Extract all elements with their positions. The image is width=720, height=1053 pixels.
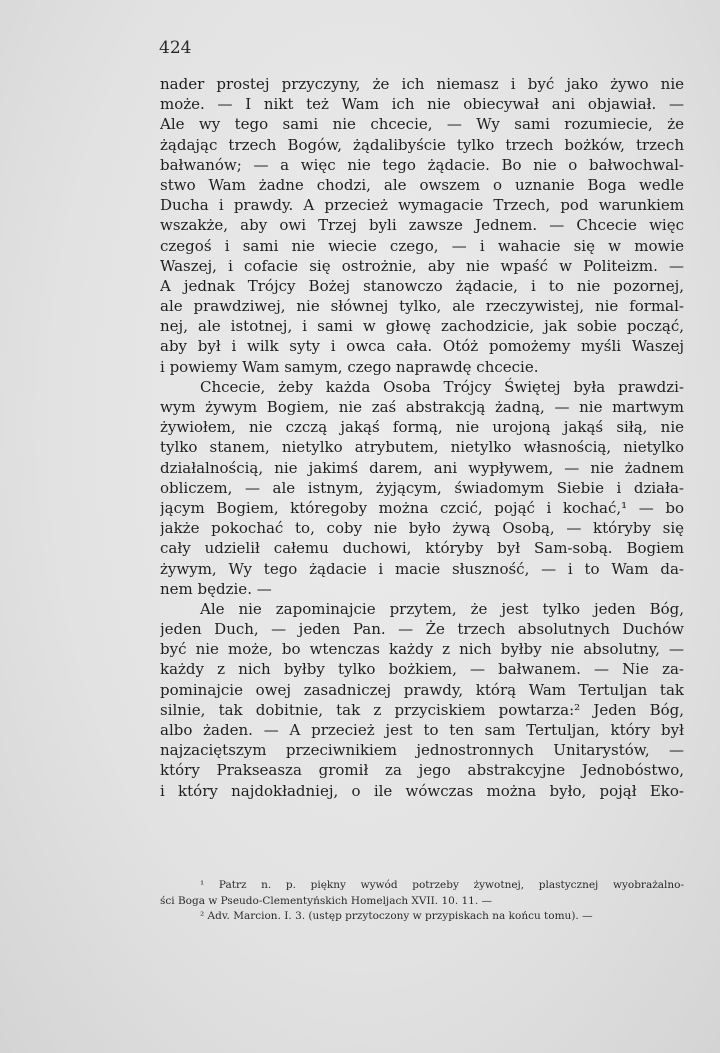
text-line: Waszej, i cofacie się ostrożnie, aby nie wpaść w Politeizm. — [160,256,684,275]
main-text [160,74,684,801]
text-line: czegoś i sami nie wiecie czego, — i wahacie się w mowie [160,236,684,255]
page-number: 424 [159,38,192,58]
footnote-line: ¹ Patrz n. p. piękny wywód potrzeby żywotnej, plastycznej wyobrażalno- [200,879,684,891]
text-line: nem będzie. — [160,579,272,598]
text-line: tylko stanem, nietylko atrybutem, nietylko własnością, nietylko [160,438,684,457]
text-line: żywym, Wy tego żądacie i macie słuszność, — i to Wam da- [160,559,684,578]
text-line: A jednak Trójcy Bożej stanowczo żądacie, i to nie pozornej, [160,276,684,295]
text-line: ale prawdziwej, nie słównej tylko, ale rzeczywistej, nie formal- [160,297,684,316]
text-line: nader prostej przyczyny, że ich niemasz i być jako żywo nie [160,75,684,93]
text-line: żywiołem, nie czczą jakąś formą, nie urojoną jakąś siłą, nie [160,418,684,437]
text-line: Ducha i prawdy. A przecież wymagacie Trzech, pod warunkiem [160,196,684,215]
text-line: stwo Wam żadne chodzi, ale owszem o uznanie Boga wedle [160,175,684,194]
text-line: aby był i wilk syty i owca cała. Otóż pomożemy myśli Waszej [160,337,684,356]
text-line: jeden Duch, — jeden Pan. — Że trzech absolutnych Duchów [160,620,684,639]
footnotes [160,878,684,925]
text-line: Chcecie, żeby każda Osoba Trójcy Świętej była prawdzi- [200,377,684,396]
text-line: który Prakseasza gromił za jego abstrakcyjne Jednobóstwo, [160,761,684,780]
text-line: działalnością, nie jakimś darem, ani wypływem, — nie żadnem [160,458,684,477]
text-line: cały udzielił całemu duchowi, któryby był Sam-sobą. Bogiem [160,539,684,558]
text-line: najzaciętszym przeciwnikiem jednostronnych Unitarystów, — [160,741,684,760]
text-line: Ale wy tego sami nie chcecie, — Wy sami rozumiecie, że [160,115,684,134]
footnote-line: ² Adv. Marcion. I. 3. (ustęp przytoczony w przypiskach na końcu tomu). — [200,910,593,922]
text-line: być nie może, bo wtenczas każdy z nich byłby nie absolutny, — [160,640,684,659]
footnote-line: ści Boga w Pseudo-Clementyńskich Homeljach XVII. 10. 11. — [160,894,493,907]
text-line: obliczem, — ale istnym, żyjącym, świadomym Siebie i działa- [160,478,684,497]
text-line: albo żaden. — A przecież jest to ten sam Tertuljan, który był [160,721,684,739]
text-line: jakże pokochać to, coby nie było żywą Osobą, — któryby się [160,519,684,538]
text-line: bałwanów; — a więc nie tego żądacie. Bo nie o bałwochwal- [160,155,684,174]
text-line: może. — I nikt też Wam ich nie obiecywał ani objawiał. — [160,95,684,114]
text-line: wym żywym Bogiem, nie zaś abstrakcją żadną, — nie martwym [160,398,684,416]
text-line: Ale nie zapominajcie przytem, że jest tylko jeden Bóg, [200,599,684,618]
text-line: i powiemy Wam samym, czego naprawdę chcecie. [160,357,539,376]
text-line: silnie, tak dobitnie, tak z przyciskiem powtarza:² Jeden Bóg, [160,700,684,719]
text-line: żądając trzech Bogów, żądalibyście tylko trzech bożków, trzech [160,135,684,154]
text-line: każdy z nich byłby tylko bożkiem, — bałwanem. — Nie za- [160,660,684,679]
text-line: pominajcie owej zasadniczej prawdy, którą Wam Tertuljan tak [160,680,684,699]
text-line: wszakże, aby owi Trzej byli zawsze Jednem. — Chcecie więc [160,216,684,235]
text-line: nej, ale istotnej, i sami w głowę zachodzicie, jak sobie począć, [160,317,684,336]
text-line: jącym Bogiem, któregoby można czcić, pojąć i kochać,¹ — bo [160,498,684,517]
text-line: i który najdokładniej, o ile wówczas można było, pojął Eko- [160,781,684,800]
